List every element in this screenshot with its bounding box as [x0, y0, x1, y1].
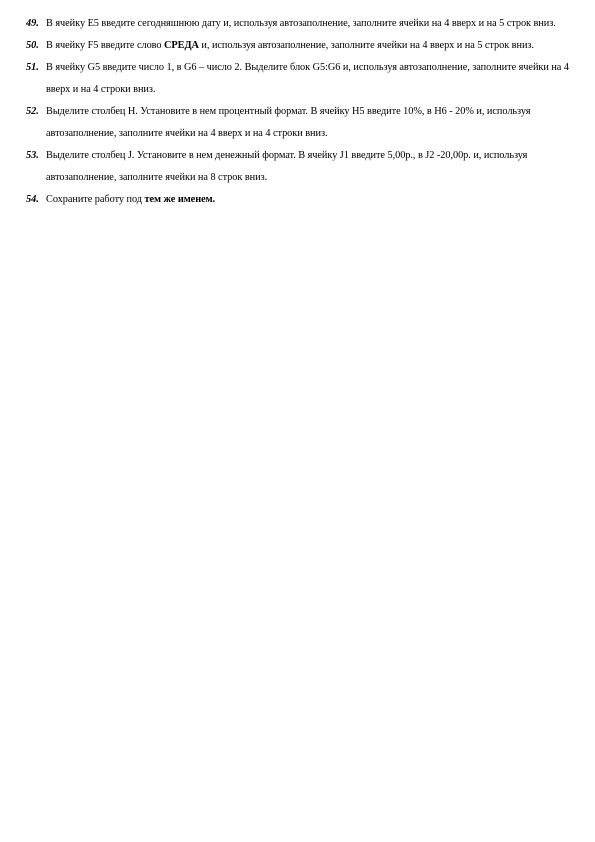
task-number: 52.	[26, 106, 39, 117]
task-item-49	[26, 13, 586, 35]
task-text-part: и, используя автозаполнение, заполните ячейки на 4 вверх и на 5 строк вниз.	[198, 40, 534, 51]
keyword-highlight: тем же именем.	[144, 194, 216, 205]
task-text: В ячейку E5 введите сегодняшнюю дату и, используя автозаполнение, заполните ячейки на 4 вверх и на 5 строк вниз.	[46, 18, 556, 29]
task-item-50	[26, 35, 586, 57]
task-number: 54.	[26, 194, 39, 205]
task-item-52	[26, 101, 586, 145]
task-number: 53.	[26, 150, 39, 161]
task-text	[46, 35, 586, 57]
task-item-53	[26, 145, 586, 189]
task-item-54	[26, 189, 586, 211]
task-number: 49.	[26, 18, 39, 29]
task-text: В ячейку G5 введите число 1, в G6 – число 2. Выделите блок G5:G6 и, используя автозаполнение, заполните ячейки на 4 вверх и на 4 строки вниз.	[46, 62, 569, 95]
task-text: Выделите столбец J. Установите в нем денежный формат. В ячейку J1 введите 5,00р., в J2 -20,00р. и, используя автозаполнение, заполните ячейки на 8 строк вниз.	[46, 150, 528, 183]
task-list	[26, 13, 586, 211]
task-number: 50.	[26, 40, 39, 51]
task-text	[46, 189, 586, 211]
task-text-part: В ячейку F5 введите слово	[46, 40, 165, 51]
task-text: Выделите столбец H. Установите в нем процентный формат. В ячейку H5 введите 10%, в H6 - 20% и, используя автозаполнение, заполните ячейки на 4 вверх и на 4 строки вниз.	[46, 106, 531, 139]
task-item-51	[26, 57, 586, 101]
keyword-highlight: СРЕДА	[164, 40, 199, 51]
task-number: 51.	[26, 62, 39, 73]
task-text-part: Сохраните работу под	[46, 194, 145, 205]
